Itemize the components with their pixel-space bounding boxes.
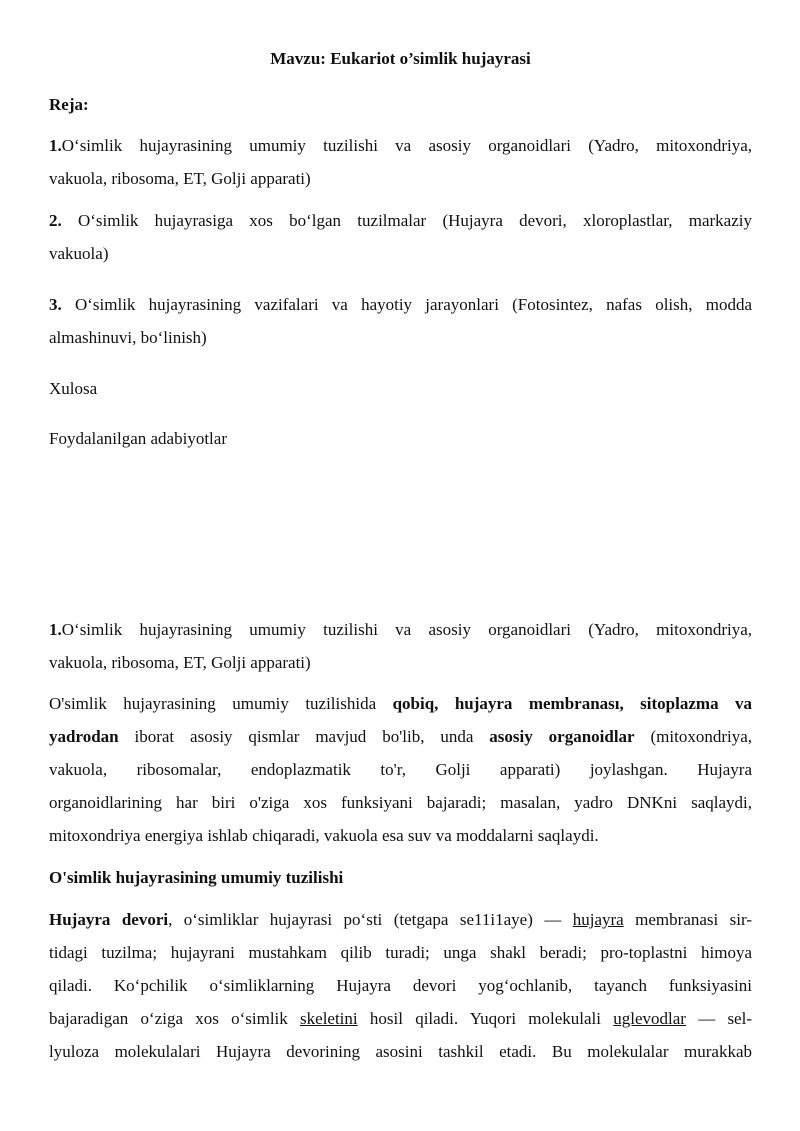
plan-item-1-line-2: vakuola, ribosoma, ET, Golji apparati) [49, 169, 311, 188]
plan-item-1-line-1 [49, 135, 752, 157]
paragraph-2-text: — sel- [685, 1009, 752, 1028]
plan-references: Foydalanilgan adabiyotlar [49, 429, 227, 448]
paragraph-2-text: membranasi sir- [623, 910, 753, 929]
plan-item-1-number: 1. [49, 136, 62, 155]
paragraph-2-text: , o‘simliklar hujayrasi po‘sti (tetgapa se11i1aye) — [168, 910, 573, 929]
plan-item-3-text: O‘simlik hujayrasining vazifalari va hayotiy jarayonlari (Fotosintez, nafas olish, modda [61, 295, 752, 314]
paragraph-2-text: hosil qiladi. Yuqori molekulali [357, 1009, 614, 1028]
paragraph-2-line-2: tidagi tuzilma; hujayrani mustahkam qilib turadi; unga shakl beradi; pro-toplastni himoya [49, 943, 752, 962]
paragraph-2-line-4 [49, 1008, 752, 1030]
section-1-heading-line-1 [49, 619, 752, 641]
section-1-heading-line-2: vakuola, ribosoma, ET, Golji apparati) [49, 653, 311, 672]
paragraph-1-line-4: organoidlarining har biri o'ziga xos funksiyani bajaradi; masalan, yadro DNKni saqlaydi, [49, 793, 752, 812]
plan-item-2-number: 2. [49, 211, 62, 230]
document-title: Mavzu: Eukariot o’simlik hujayrasi [270, 49, 531, 68]
subheading: O'simlik hujayrasining umumiy tuzilishi [49, 868, 344, 887]
section-1-number: 1. [49, 620, 62, 639]
plan-item-2-line-1 [49, 210, 752, 232]
plan-item-3-number: 3. [49, 295, 62, 314]
paragraph-2-line-5: lyuloza molekulalari Hujayra devorining asosini tashkil etadi. Bu molekulalar murakkab [49, 1042, 752, 1061]
paragraph-1-text: O'simlik hujayrasining umumiy tuzilishida [49, 694, 393, 713]
plan-item-2-line-2: vakuola) [49, 244, 109, 263]
paragraph-1-text: iborat asosiy qismlar mavjud bo'lib, unda [118, 727, 490, 746]
paragraph-1-bold: qobiq, hujayra membranası, sitoplazma va [392, 694, 752, 713]
paragraph-2-text: bajaradigan o‘ziga xos o‘simlik [49, 1009, 301, 1028]
plan-item-2-text: O‘simlik hujayrasiga xos bo‘lgan tuzilmalar (Hujayra devori, xloroplastlar, markaziy [61, 211, 752, 230]
paragraph-2-link[interactable]: skeletini [300, 1009, 358, 1028]
plan-item-3-line-1 [49, 294, 752, 316]
plan-item-3-line-2: almashinuvi, bo‘linish) [49, 328, 207, 347]
paragraph-2-line-1 [49, 909, 752, 931]
section-1-title: O‘simlik hujayrasining umumiy tuzilishi va asosiy organoidlari (Yadro, mitoxondriya, [61, 620, 752, 639]
plan-item-1-text: O‘simlik hujayrasining umumiy tuzilishi va asosiy organoidlari (Yadro, mitoxondriya, [61, 136, 752, 155]
paragraph-1-line-5: mitoxondriya energiya ishlab chiqaradi, vakuola esa suv va moddalarni saqlaydi. [49, 826, 599, 845]
paragraph-1-line-2 [49, 726, 752, 748]
paragraph-2-link[interactable]: hujayra [572, 910, 624, 929]
plan-conclusion: Xulosa [49, 379, 98, 398]
paragraph-1-line-1 [49, 693, 752, 715]
paragraph-2-bold: Hujayra devori [49, 910, 169, 929]
paragraph-1-bold: asosiy organoidlar [489, 727, 635, 746]
paragraph-2-link[interactable]: uglevodlar [613, 1009, 686, 1028]
paragraph-1-line-3: vakuola, ribosomalar, endoplazmatik to'r, Golji apparati) joylashgan. Hujayra [49, 760, 752, 779]
plan-heading: Reja: [49, 95, 89, 114]
paragraph-2-line-3: qiladi. Ko‘pchilik o‘simliklarning Hujayra devori yog‘ochlanib, tayanch funksiyasini [49, 976, 752, 995]
paragraph-1-bold: yadrodan [49, 727, 119, 746]
paragraph-1-text: (mitoxondriya, [634, 727, 752, 746]
